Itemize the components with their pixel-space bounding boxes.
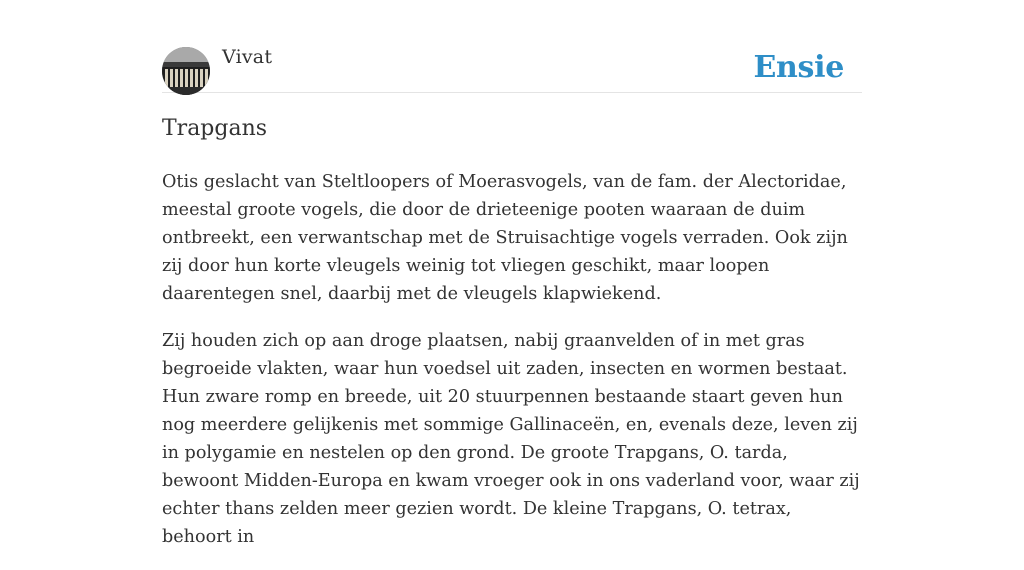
article-paragraph: Zij houden zich op aan droge plaatsen, nabij graanvelden of in met gras begroeide vlakten, waar hun voedsel uit zaden, insecten en wormen bestaat. Hun zware romp en breede, uit 20 stuurpennen bestaande staart geven hun nog meerdere gelijkenis met sommige Gallinaceën, en, evenals deze, leven zij in polygamie en nestelen op den grond. De groote Trapgans, O. tarda, bewoont Midden-Europa en kwam vroeger ook in ons vaderland voor, waar zij echter thans zelden meer gezien wordt. De kleine Trapgans, O. tetrax, behoort in xyxy=(162,331,860,547)
author-avatar[interactable] xyxy=(162,47,210,95)
ensie-logo[interactable]: Ensie xyxy=(753,50,844,85)
typewriter-keys-avatar-icon xyxy=(162,47,210,95)
article-paragraph: Otis geslacht van Steltloopers of Moerasvogels, van de fam. der Alectoridae, meestal groote vogels, die door de drieteenige pooten waaraan de duim ontbreekt, een verwantschap met de Struisachtige vogels verraden. Ook zijn zij door hun korte vleugels weinig tot vliegen geschikt, maar loopen daarentegen snel, daarbij met de vleugels klapwiekend. xyxy=(162,172,848,304)
author-name[interactable]: Vivat xyxy=(222,46,273,68)
article-header xyxy=(162,0,862,93)
article-body xyxy=(162,168,862,570)
article-title: Trapgans xyxy=(162,116,268,141)
article-card xyxy=(162,0,862,547)
